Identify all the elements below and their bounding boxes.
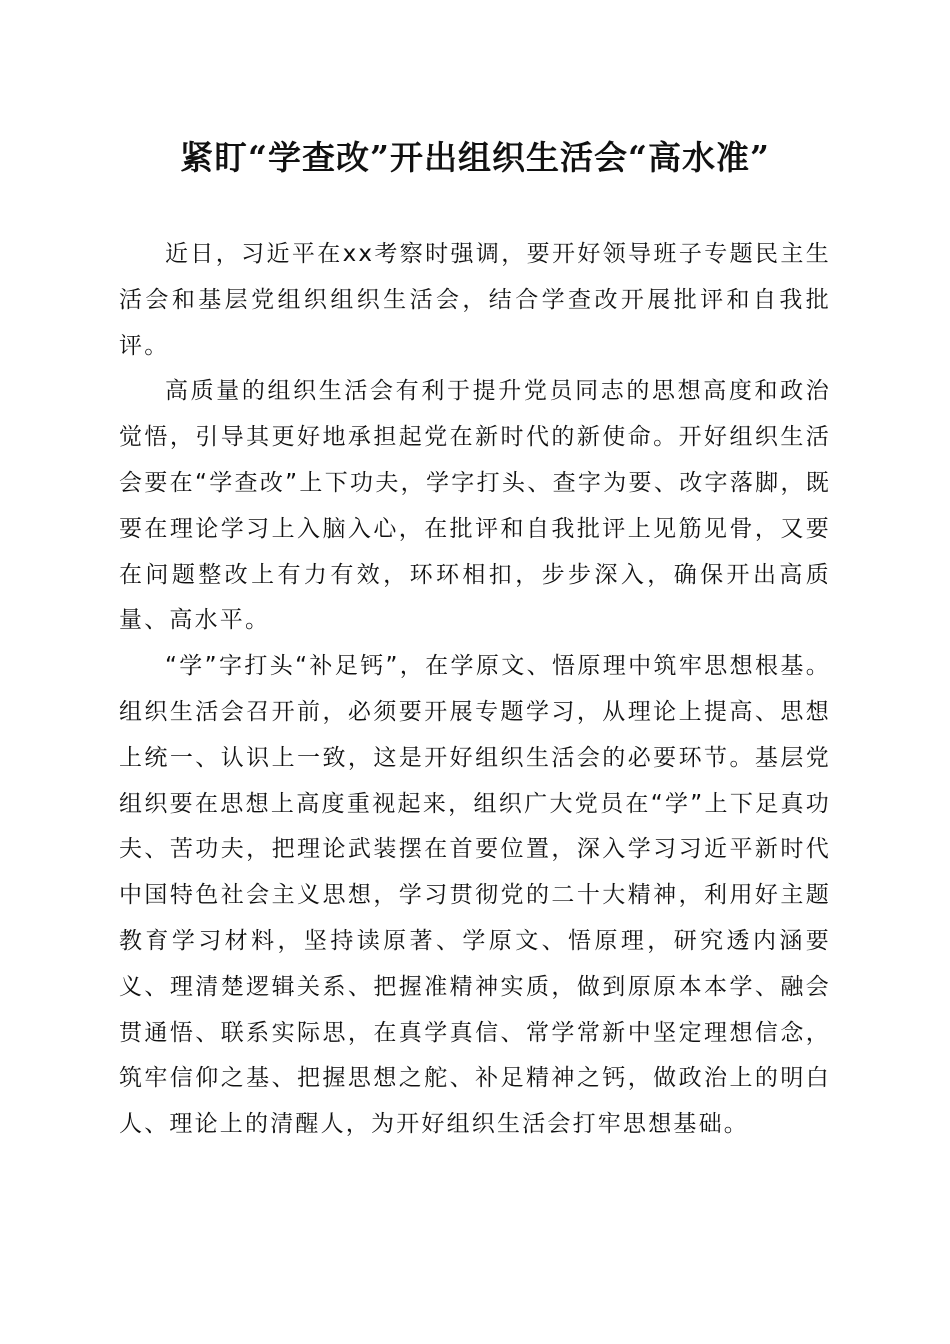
paragraph-3: “学”字打头“补足钙”，在学原文、悟原理中筑牢思想根基。组织生活会召开前，必须要开展专题学习，从理论上提高、思想上统一、认识上一致，这是开好组织生活会的必要环节。基层党组织要在思想上高度重视起来，组织广大党员在“学”上下足真功夫、苦功夫，把理论武装摆在首要位置，深入学习习近平新时代中国特色社会主义思想，学习贯彻党的二十大精神，利用好主题教育学习材料，坚持读原著、学原文、悟原理，研究透内涵要义、理清楚逻辑关系、把握准精神实质，做到原原本本学、融会贯通悟、联系实际思，在真学真信、常学常新中坚定理想信念，筑牢信仰之基、把握思想之舵、补足精神之钙，做政治上的明白人、理论上的清醒人，为开好组织生活会打牢思想基础。 [119, 653, 831, 1138]
paragraph-1: 近日，习近平在xx考察时强调，要开好领导班子专题民主生活会和基层党组织组织生活会，结合学查改开展批评和自我批评。 [119, 241, 831, 359]
document-title: 紧盯“学查改”开出组织生活会“高水准” [180, 138, 770, 177]
document-body [119, 232, 831, 1148]
paragraph-2: 高质量的组织生活会有利于提升党员同志的思想高度和政治觉悟，引导其更好地承担起党在新时代的新使命。开好组织生活会要在“学查改”上下功夫，学字打头、查字为要、改字落脚，既要在理论学习上入脑入心，在批评和自我批评上见筋见骨，又要在问题整改上有力有效，环环相扣，步步深入，确保开出高质量、高水平。 [119, 378, 831, 634]
